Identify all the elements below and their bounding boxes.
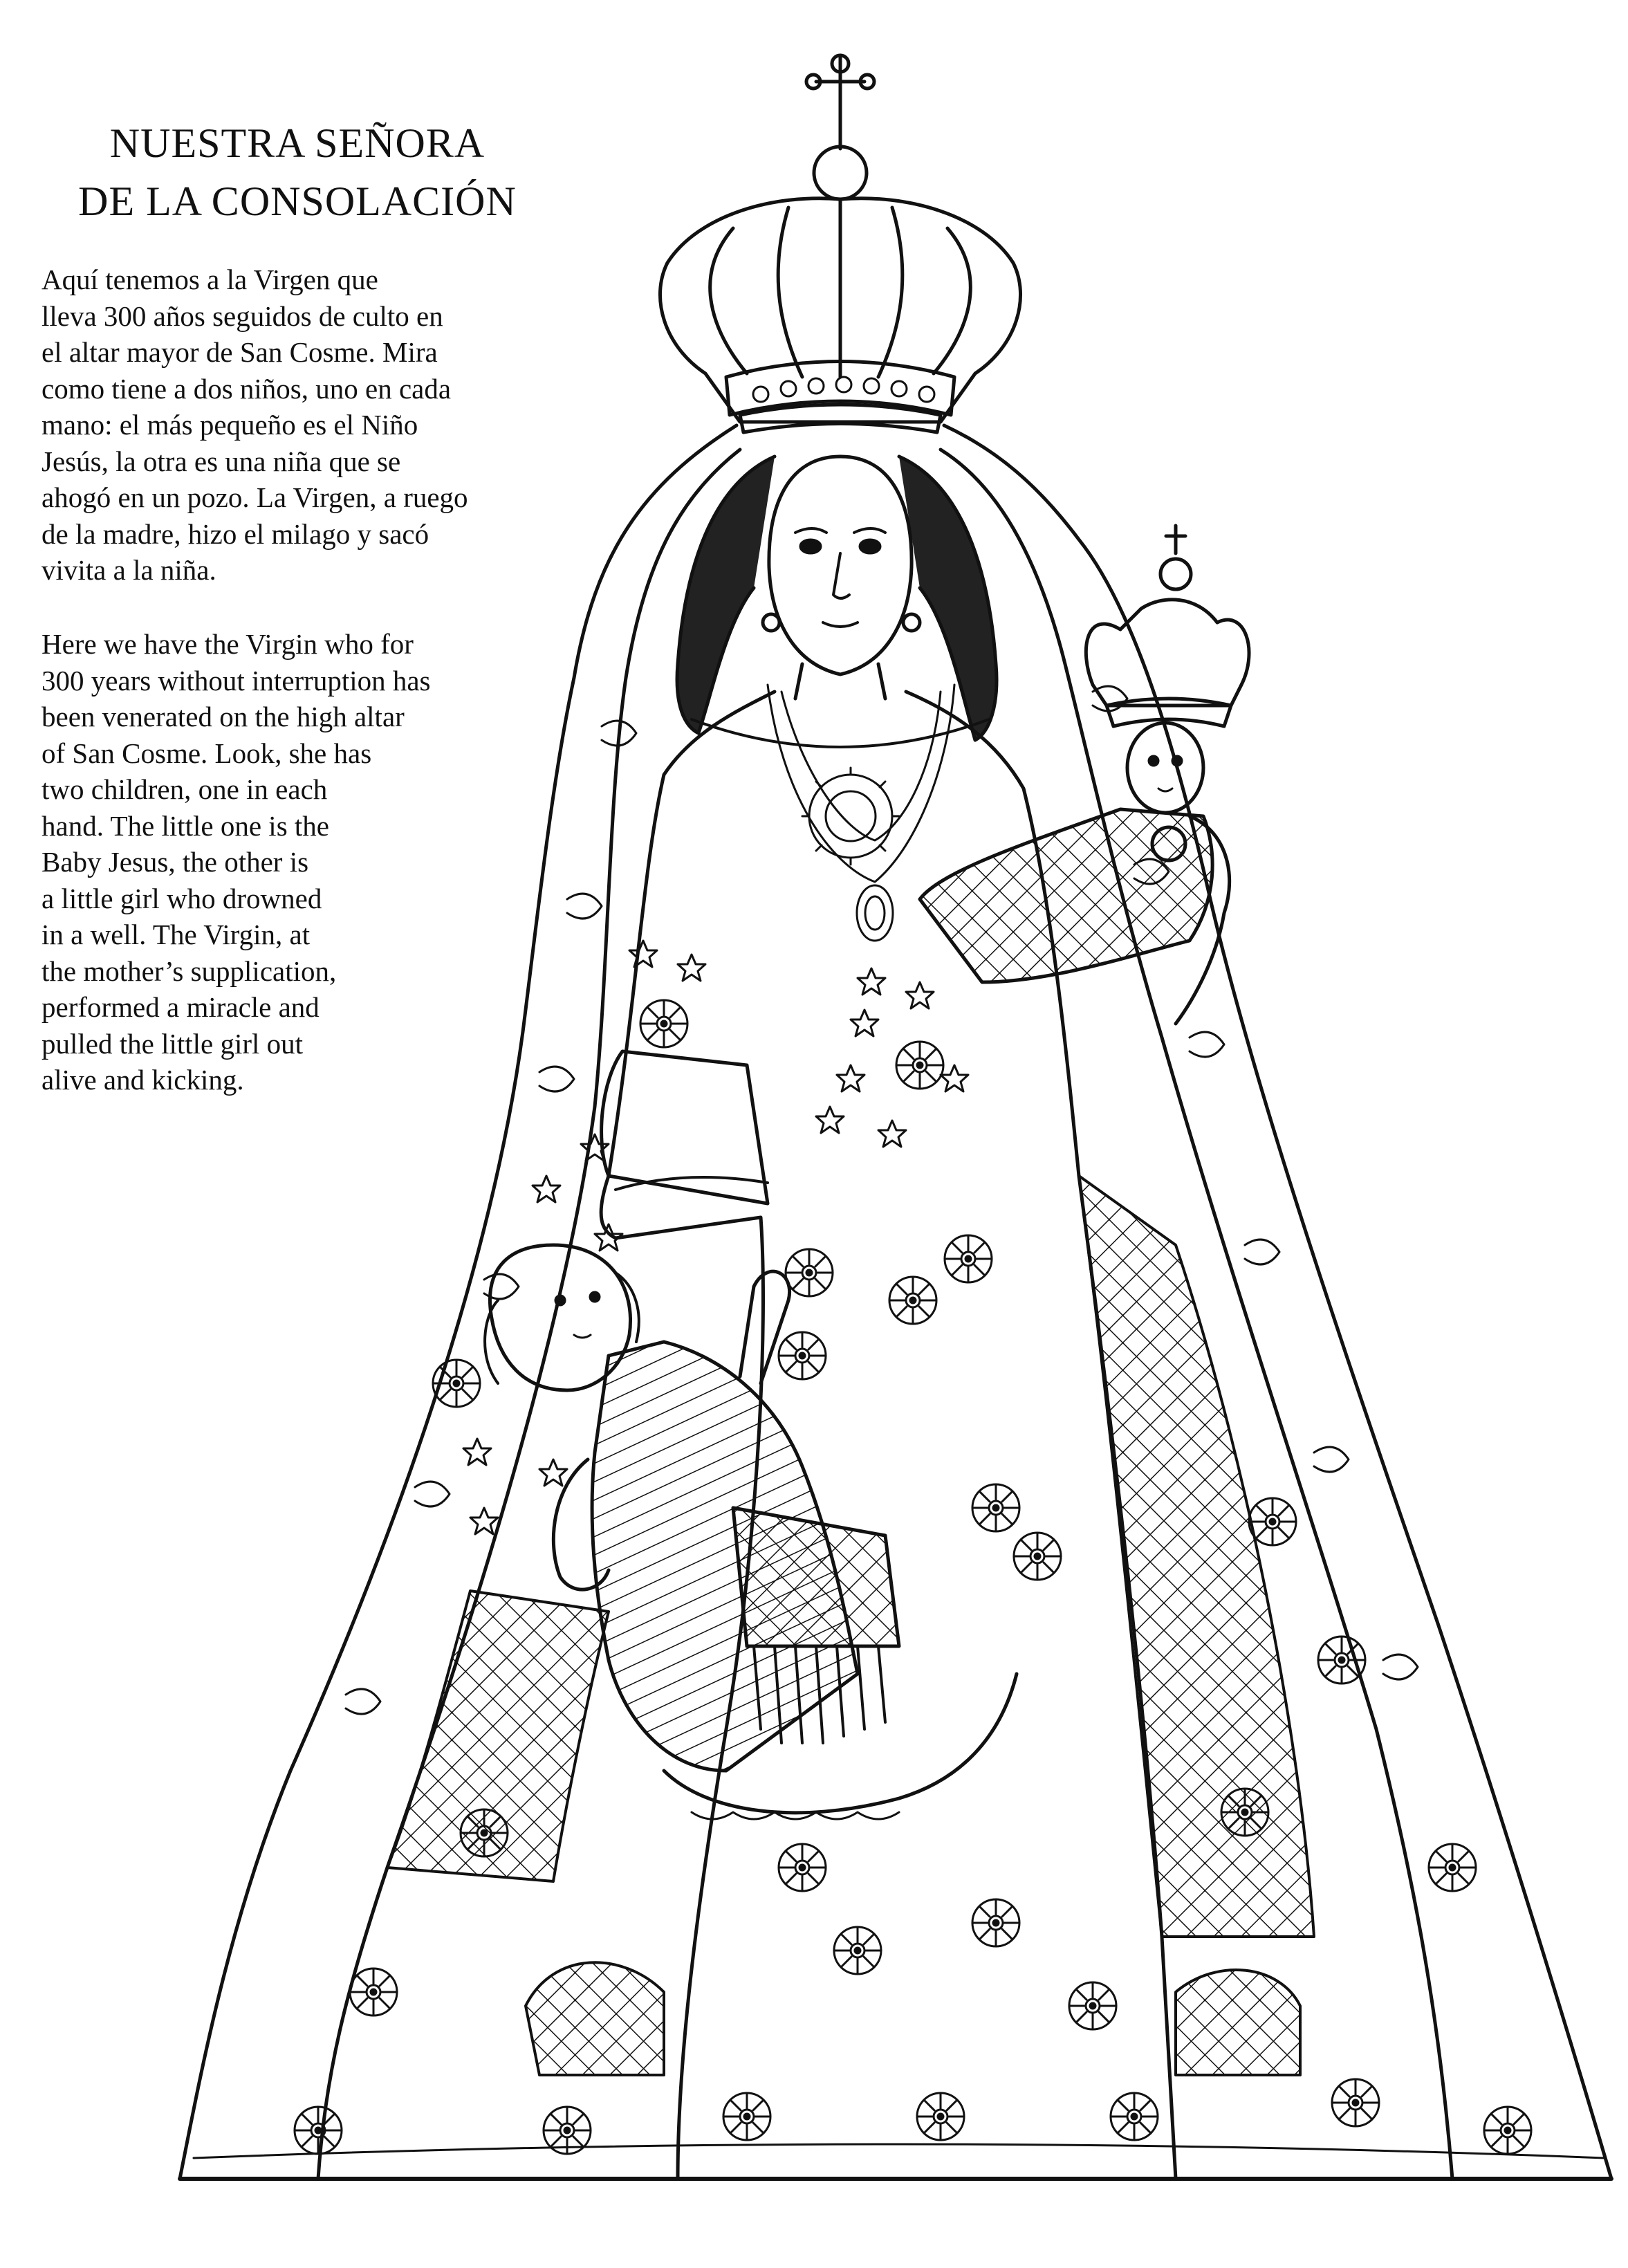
english-line: a little girl who drowned: [41, 882, 322, 914]
english-line: Baby Jesus, the other is: [41, 846, 309, 878]
virgin-face: [763, 457, 920, 674]
spanish-line: lleva 300 años seguidos de culto en: [41, 299, 443, 332]
english-line: 300 years without interruption has: [41, 664, 431, 697]
spanish-line: el altar mayor de San Cosme. Mira: [41, 336, 438, 368]
english-line: Here we have the Virgin who for: [41, 628, 414, 660]
english-line: pulled the little girl out: [41, 1027, 304, 1060]
spanish-line: mano: el más pequeño es el Niño: [41, 409, 418, 441]
spanish-line: vivita a la niña.: [41, 554, 216, 586]
crown-cross-icon: [806, 55, 874, 199]
english-line: the mother’s supplication,: [41, 955, 337, 987]
english-line: two children, one in each: [41, 773, 328, 805]
english-line: in a well. The Virgin, at: [41, 919, 311, 950]
spanish-line: Aquí tenemos a la Virgen que: [41, 264, 378, 295]
title-line-2: DE LA CONSOLACIÓN: [78, 178, 517, 224]
english-line: hand. The little one is the: [41, 809, 329, 842]
spanish-line: de la madre, hizo el milago y sacó: [41, 517, 429, 550]
spanish-line: Jesús, la otra es una niña que se: [41, 445, 401, 477]
english-line: performed a miracle and: [41, 991, 320, 1023]
english-line: of San Cosme. Look, she has: [41, 737, 372, 769]
veil-outline: [180, 425, 1611, 2179]
english-line: been venerated on the high altar: [41, 701, 405, 732]
title-line-1: NUESTRA SEÑORA: [109, 120, 485, 166]
spanish-line: ahogó en un pozo. La Virgen, a ruego: [41, 481, 468, 513]
english-line: alive and kicking.: [41, 1064, 244, 1096]
crown-icon: [660, 199, 1020, 432]
sun-medallion-icon: [802, 768, 899, 865]
spanish-line: como tiene a dos niños, uno en cada: [41, 372, 452, 405]
